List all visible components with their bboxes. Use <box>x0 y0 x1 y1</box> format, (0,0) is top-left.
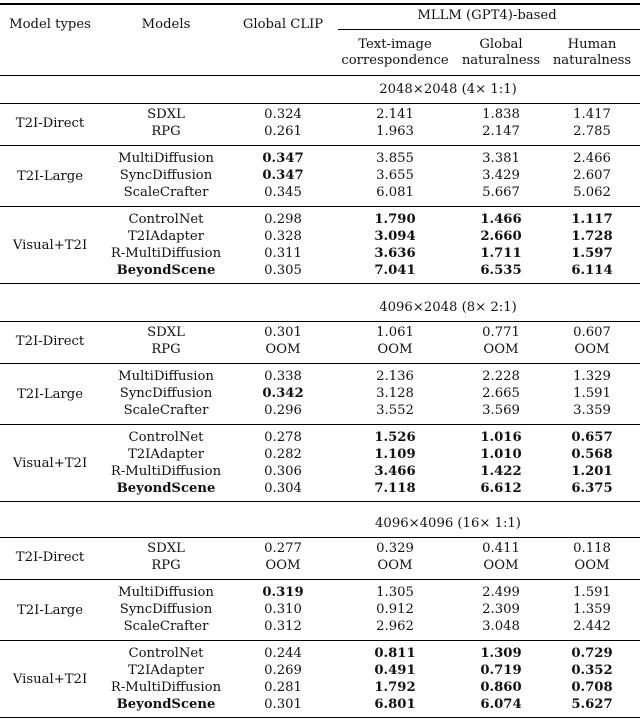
cell-gn: OOM <box>483 558 519 574</box>
cell-gn: 2.665 <box>482 385 520 401</box>
cell-tic: 3.855 <box>376 150 414 166</box>
cell-tic: 2.141 <box>376 107 414 122</box>
cell-tic: 3.094 <box>374 228 416 244</box>
cell-gn: 0.860 <box>480 680 522 696</box>
cell-clip: 0.345 <box>264 185 302 201</box>
cell-clip: 0.277 <box>264 541 302 556</box>
model-type-label: T2I-Large <box>16 168 84 184</box>
cell-gn: 0.411 <box>482 541 520 556</box>
cell-gn: 6.612 <box>480 481 522 497</box>
header-tic-line2: correspondence <box>341 53 449 68</box>
cell-tic: OOM <box>377 558 413 574</box>
cell-clip: 0.310 <box>264 601 302 617</box>
cell-gn: 1.838 <box>482 107 520 122</box>
model-name: ControlNet <box>128 429 204 445</box>
model-name: SDXL <box>147 325 185 340</box>
cell-clip: 0.305 <box>264 263 302 279</box>
model-name: ScaleCrafter <box>123 185 209 201</box>
cell-gn: 5.667 <box>482 185 520 201</box>
cell-gn: 1.309 <box>480 645 522 661</box>
cell-tic: 1.305 <box>376 584 414 600</box>
cell-hn: 1.359 <box>573 601 611 617</box>
cell-clip: 0.261 <box>264 124 302 140</box>
section-rule <box>0 103 640 104</box>
header-rule <box>0 75 640 76</box>
cell-clip: 0.278 <box>264 429 302 445</box>
cell-hn: 1.597 <box>571 246 613 262</box>
cell-gn: 6.074 <box>480 697 522 713</box>
model-name: SDXL <box>147 107 185 122</box>
group-rule <box>0 424 640 425</box>
cell-hn: 1.591 <box>573 385 611 401</box>
cell-gn: 1.422 <box>480 464 522 480</box>
cell-tic: 1.526 <box>374 429 416 445</box>
model-type-label: T2I-Direct <box>15 116 85 132</box>
group-rule <box>0 640 640 641</box>
cell-clip: OOM <box>265 342 301 358</box>
cell-clip: 0.269 <box>264 662 302 678</box>
cell-clip: 0.304 <box>264 481 302 497</box>
cell-hn: 1.417 <box>573 107 611 122</box>
group-rule <box>0 145 640 146</box>
cell-hn: 2.442 <box>573 619 611 635</box>
header-tic-line1: Text-image <box>358 37 432 52</box>
cell-tic: 1.061 <box>376 325 414 340</box>
model-name: ScaleCrafter <box>123 403 209 419</box>
cell-clip: 0.312 <box>264 619 302 635</box>
model-type-label: T2I-Direct <box>15 550 85 566</box>
cell-tic: 6.801 <box>374 697 416 713</box>
cell-gn: 3.429 <box>482 167 520 183</box>
model-name: ControlNet <box>128 645 204 661</box>
cell-tic: 6.081 <box>376 185 414 201</box>
model-type-label: Visual+T2I <box>12 672 88 688</box>
cell-gn: 3.569 <box>482 403 520 419</box>
model-type-label: T2I-Direct <box>15 334 85 350</box>
cell-clip: 0.324 <box>264 107 302 122</box>
group-rule <box>0 206 640 207</box>
model-name: BeyondScene <box>116 697 216 713</box>
cell-clip: 0.319 <box>262 584 304 600</box>
cell-hn: 0.729 <box>571 645 613 661</box>
cell-clip: 0.342 <box>262 385 304 401</box>
cell-tic: 0.491 <box>374 662 416 678</box>
model-name: T2IAdapter <box>127 662 205 678</box>
cell-gn: 0.771 <box>482 325 520 340</box>
cell-tic: 7.041 <box>374 263 416 279</box>
cell-clip: 0.301 <box>264 325 302 340</box>
cell-clip: 0.306 <box>264 464 302 480</box>
cell-hn: 3.359 <box>573 403 611 419</box>
cell-tic: 3.466 <box>374 464 416 480</box>
cell-gn: 2.309 <box>482 601 520 617</box>
cell-clip: 0.347 <box>262 167 304 183</box>
section-rule <box>0 321 640 322</box>
cell-hn: 0.607 <box>573 325 611 340</box>
cell-clip: 0.328 <box>264 228 302 244</box>
cell-hn: 5.627 <box>571 697 613 713</box>
model-name: MultiDiffusion <box>118 150 214 166</box>
cell-clip: OOM <box>265 558 301 574</box>
model-name: ControlNet <box>128 211 204 227</box>
cell-clip: 0.338 <box>264 368 302 384</box>
model-type-label: Visual+T2I <box>12 456 88 472</box>
cell-hn: 1.201 <box>571 464 613 480</box>
cell-tic: 2.962 <box>376 619 414 635</box>
cell-tic: 3.128 <box>376 385 414 401</box>
cell-clip: 0.244 <box>264 645 302 661</box>
cell-clip: 0.281 <box>264 680 302 696</box>
cell-tic: 1.790 <box>374 211 416 227</box>
cell-tic: 3.552 <box>376 403 414 419</box>
cell-hn: 0.657 <box>571 429 613 445</box>
cell-hn: 0.352 <box>571 662 613 678</box>
cell-hn: 2.785 <box>573 124 611 140</box>
cell-hn: 1.591 <box>573 584 611 600</box>
header-model-types: Model types <box>9 17 91 32</box>
cell-gn: OOM <box>483 342 519 358</box>
model-name: BeyondScene <box>116 263 216 279</box>
cell-clip: 0.301 <box>264 697 302 713</box>
cell-hn: 1.117 <box>571 211 613 227</box>
model-name: RPG <box>151 124 181 140</box>
cell-tic: 3.655 <box>376 167 414 183</box>
cell-hn: 0.568 <box>571 446 613 462</box>
cell-gn: 1.711 <box>480 246 522 262</box>
cell-clip: 0.296 <box>264 403 302 419</box>
cell-tic: 0.329 <box>376 541 414 556</box>
model-type-label: T2I-Large <box>16 602 84 618</box>
model-name: R-MultiDiffusion <box>110 680 222 696</box>
model-type-label: Visual+T2I <box>12 238 88 254</box>
mllm-underline <box>338 29 640 30</box>
header-models: Models <box>141 17 191 32</box>
model-type-label: T2I-Large <box>16 386 84 402</box>
cell-gn: 1.466 <box>480 211 522 227</box>
section-title: 2048×2048 (4× 1:1) <box>379 82 517 97</box>
cell-clip: 0.298 <box>264 211 302 227</box>
cell-hn: 2.607 <box>573 167 611 183</box>
model-name: R-MultiDiffusion <box>110 464 222 480</box>
model-name: T2IAdapter <box>127 228 205 244</box>
cell-hn: 0.708 <box>571 680 613 696</box>
cell-hn: OOM <box>574 558 610 574</box>
cell-tic: 2.136 <box>376 368 414 384</box>
cell-clip: 0.347 <box>262 150 304 166</box>
model-name: RPG <box>151 558 181 574</box>
model-name: MultiDiffusion <box>118 368 214 384</box>
cell-hn: 1.329 <box>573 368 611 384</box>
cell-hn: 6.375 <box>571 481 613 497</box>
model-name: R-MultiDiffusion <box>110 246 222 262</box>
cell-tic: 1.792 <box>374 680 416 696</box>
cell-hn: OOM <box>574 342 610 358</box>
top-rule <box>0 3 640 5</box>
section-title: 4096×4096 (16× 1:1) <box>375 516 521 531</box>
bottom-rule <box>0 717 640 719</box>
model-name: BeyondScene <box>116 481 216 497</box>
header-hn-line1: Human <box>567 37 617 52</box>
cell-hn: 6.114 <box>571 263 613 279</box>
cell-hn: 2.466 <box>573 150 611 166</box>
model-name: T2IAdapter <box>127 446 205 462</box>
cell-gn: 1.010 <box>480 446 522 462</box>
cell-clip: 0.311 <box>264 246 302 262</box>
model-name: MultiDiffusion <box>118 584 214 600</box>
cell-hn: 0.118 <box>573 541 611 556</box>
section-rule <box>0 537 640 538</box>
header-gn-line2: naturalness <box>461 53 541 68</box>
cell-tic: OOM <box>377 342 413 358</box>
cell-gn: 2.147 <box>482 124 520 140</box>
cell-gn: 1.016 <box>480 429 522 445</box>
model-name: SyncDiffusion <box>119 601 213 617</box>
cell-hn: 5.062 <box>573 185 611 201</box>
header-hn-line2: naturalness <box>552 53 632 68</box>
group-rule <box>0 579 640 580</box>
model-name: SDXL <box>147 541 185 556</box>
cell-tic: 7.118 <box>374 481 416 497</box>
section-end-rule <box>0 283 640 284</box>
cell-gn: 6.535 <box>480 263 522 279</box>
cell-tic: 0.811 <box>374 645 416 661</box>
cell-tic: 0.912 <box>376 601 414 617</box>
section-title: 4096×2048 (8× 2:1) <box>379 300 517 315</box>
cell-tic: 1.963 <box>376 124 414 140</box>
cell-clip: 0.282 <box>264 446 302 462</box>
cell-gn: 2.660 <box>480 228 522 244</box>
cell-gn: 3.381 <box>482 150 520 166</box>
model-name: SyncDiffusion <box>119 167 213 183</box>
cell-tic: 3.636 <box>374 246 416 262</box>
section-end-rule <box>0 501 640 502</box>
cell-tic: 1.109 <box>374 446 416 462</box>
header-mllm: MLLM (GPT4)-based <box>417 8 557 23</box>
cell-gn: 0.719 <box>480 662 522 678</box>
model-name: SyncDiffusion <box>119 385 213 401</box>
header-global-clip: Global CLIP <box>242 17 324 32</box>
cell-gn: 2.499 <box>482 584 520 600</box>
header-gn-line1: Global <box>479 37 523 52</box>
model-name: ScaleCrafter <box>123 619 209 635</box>
model-name: RPG <box>151 342 181 358</box>
cell-hn: 1.728 <box>571 228 613 244</box>
cell-gn: 3.048 <box>482 619 520 635</box>
group-rule <box>0 363 640 364</box>
cell-gn: 2.228 <box>482 368 520 384</box>
